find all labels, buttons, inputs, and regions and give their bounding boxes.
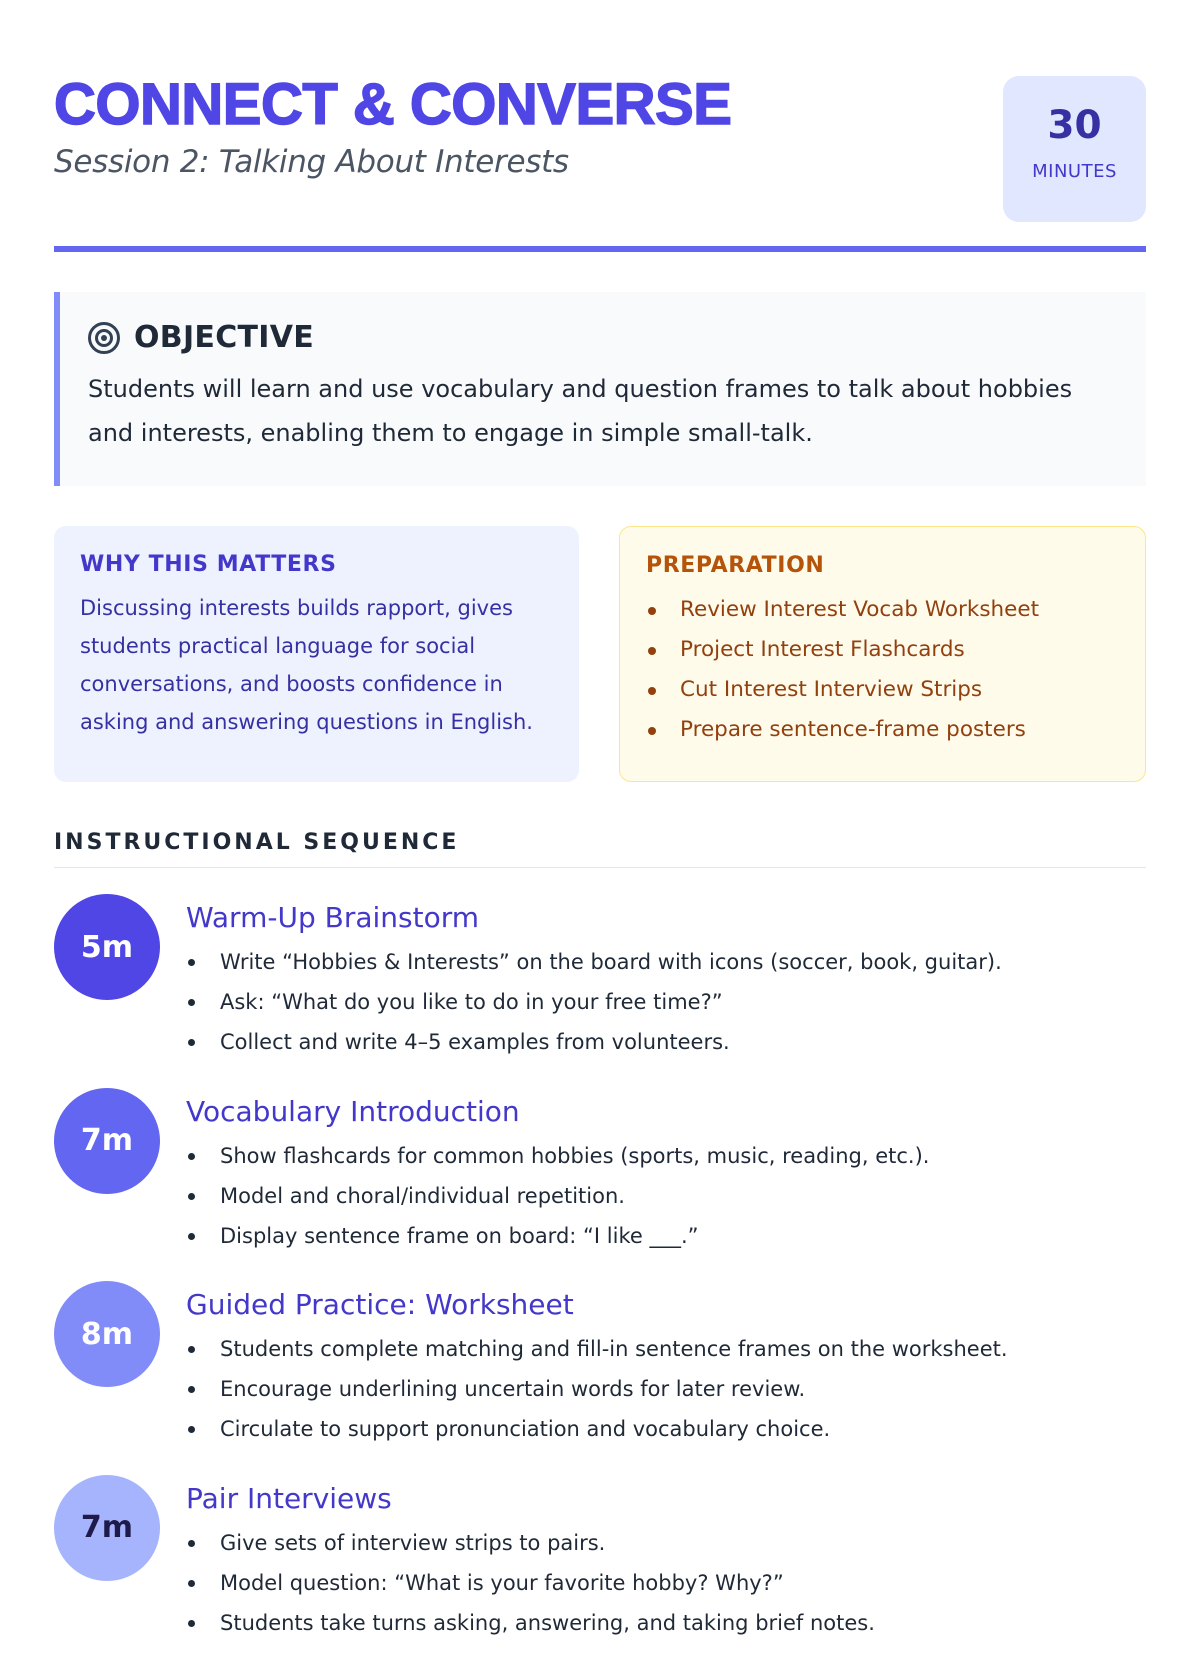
step-item: Ask: “What do you like to do in your free time?” bbox=[186, 982, 1002, 1022]
preparation-item: Project Interest Flashcards bbox=[646, 630, 1119, 670]
step-list bbox=[186, 942, 1002, 1062]
step-item: Circulate to support pronunciation and vocabulary choice. bbox=[186, 1409, 1008, 1449]
step-item: Write “Hobbies & Interests” on the board with icons (soccer, book, guitar). bbox=[186, 942, 1002, 982]
step-item: Model question: “What is your favorite hobby? Why?” bbox=[186, 1563, 875, 1603]
sequence-step bbox=[54, 894, 1146, 1088]
step-time-badge: 7m bbox=[54, 1088, 160, 1194]
step-item: Students complete matching and fill-in sentence frames on the worksheet. bbox=[186, 1329, 1008, 1369]
step-body bbox=[186, 1088, 929, 1282]
step-item: Show flashcards for common hobbies (sports, music, reading, etc.). bbox=[186, 1136, 929, 1176]
step-time-badge: 5m bbox=[54, 894, 160, 1000]
step-title: Warm-Up Brainstorm bbox=[186, 896, 1002, 940]
preparation-item: Prepare sentence-frame posters bbox=[646, 710, 1119, 750]
preparation-card bbox=[619, 526, 1146, 782]
preparation-item: Cut Interest Interview Strips bbox=[646, 670, 1119, 710]
step-title: Pair Interviews bbox=[186, 1477, 875, 1521]
duration-label: MINUTES bbox=[1003, 161, 1146, 182]
target-icon bbox=[88, 322, 120, 354]
step-item: Give sets of interview strips to pairs. bbox=[186, 1523, 875, 1563]
step-item: Encourage underlining uncertain words for later review. bbox=[186, 1369, 1008, 1409]
objective-title: OBJECTIVE bbox=[134, 320, 314, 355]
preparation-list bbox=[646, 590, 1119, 750]
duration-badge bbox=[1003, 76, 1146, 222]
why-text: Discussing interests builds rapport, gives students practical language for social conversations, and boosts confidence in asking and answering questions in English. bbox=[80, 589, 553, 741]
duration-value: 30 bbox=[1003, 106, 1146, 145]
sequence-step bbox=[54, 1088, 1146, 1282]
why-title: WHY THIS MATTERS bbox=[80, 552, 553, 577]
step-item: Students take turns asking, answering, and taking brief notes. bbox=[186, 1603, 875, 1643]
objective-text: Students will learn and use vocabulary and question frames to talk about hobbies and interests, enabling them to engage in simple small-talk. bbox=[88, 367, 1116, 455]
session-subtitle: Session 2: Talking About Interests bbox=[54, 144, 1146, 180]
preparation-title: PREPARATION bbox=[646, 553, 1119, 578]
step-item: Display sentence frame on board: “I like ___.” bbox=[186, 1216, 929, 1256]
step-list bbox=[186, 1329, 1008, 1449]
step-item: Model and choral/individual repetition. bbox=[186, 1176, 929, 1216]
objective-heading bbox=[88, 320, 1116, 355]
step-time-badge: 7m bbox=[54, 1475, 160, 1581]
step-body bbox=[186, 894, 1002, 1088]
why-card bbox=[54, 526, 579, 782]
step-list bbox=[186, 1523, 875, 1643]
sequence-step bbox=[54, 1475, 1146, 1668]
preparation-item: Review Interest Vocab Worksheet bbox=[646, 590, 1119, 630]
sequence-steps bbox=[54, 894, 1146, 1668]
page-title: CONNECT & CONVERSE bbox=[54, 76, 1146, 134]
sequence-step bbox=[54, 1281, 1146, 1475]
objective-panel bbox=[54, 292, 1146, 486]
step-title: Vocabulary Introduction bbox=[186, 1090, 929, 1134]
step-title: Guided Practice: Worksheet bbox=[186, 1283, 1008, 1327]
info-cards bbox=[54, 526, 1146, 782]
step-body bbox=[186, 1475, 875, 1668]
sequence-heading: INSTRUCTIONAL SEQUENCE bbox=[54, 830, 1146, 868]
step-item: Collect and write 4–5 examples from volunteers. bbox=[186, 1022, 1002, 1062]
header bbox=[54, 76, 1146, 252]
step-body bbox=[186, 1281, 1008, 1475]
step-list bbox=[186, 1136, 929, 1256]
step-time-badge: 8m bbox=[54, 1281, 160, 1387]
